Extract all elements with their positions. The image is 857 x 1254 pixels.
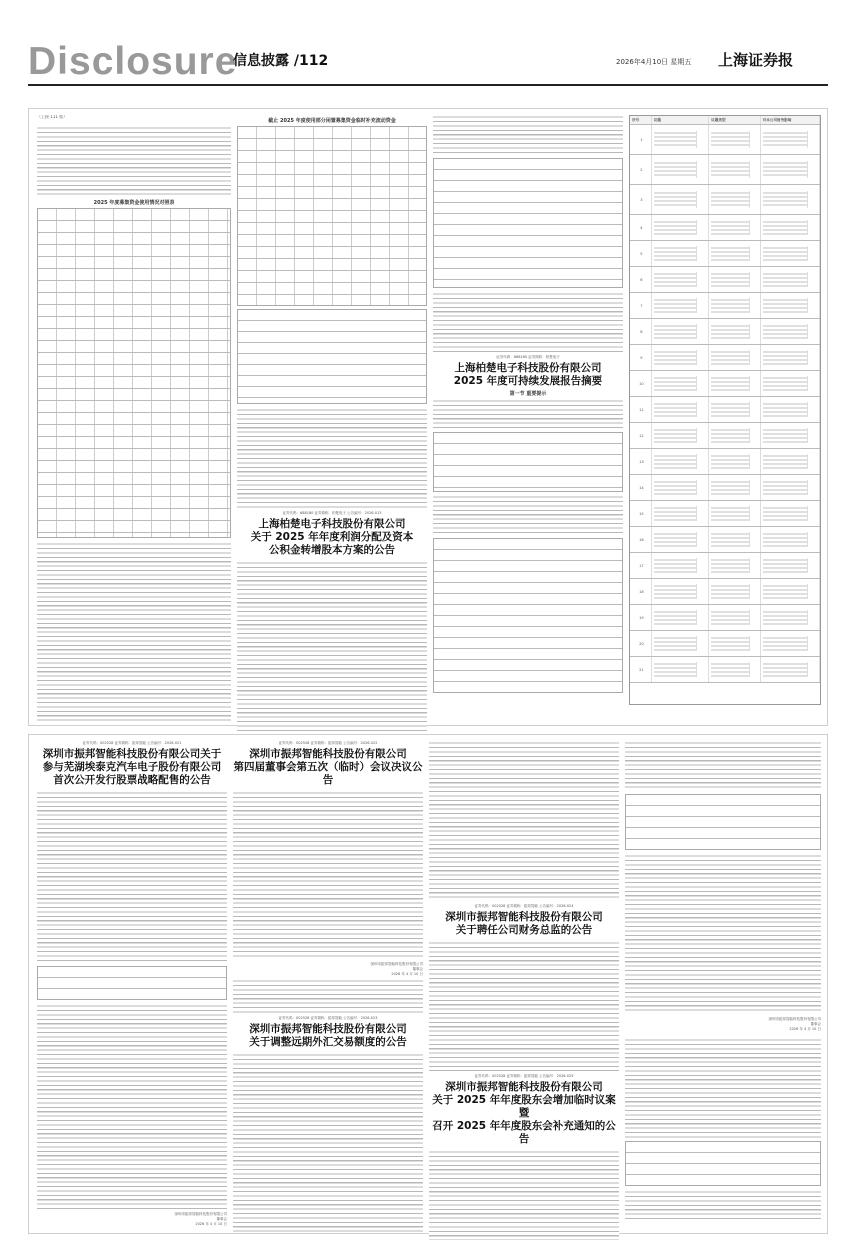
- topic-cell: [761, 423, 820, 448]
- disclosure-logo: Disclosure: [28, 40, 238, 83]
- code-line-688180-2: 证券代码：688180 证券简称：柏楚电子: [496, 355, 560, 359]
- title-shareholder-meeting: 关于 2025 年年度股东会增加临时议案暨: [432, 1094, 616, 1119]
- topic-header-cell: 对本公司财务影响: [761, 116, 820, 124]
- financial-table: [433, 158, 623, 288]
- title-profit-distribution: 关于 2025 年年度利润分配及资本: [250, 531, 414, 543]
- topic-row: [630, 527, 820, 553]
- newspaper-name: 上海证券报: [718, 51, 794, 69]
- topic-cell: [709, 125, 760, 154]
- topic-cell: [652, 605, 709, 630]
- topic-cell: 17: [630, 553, 652, 578]
- topic-cell: [761, 345, 820, 370]
- governance-table: [433, 538, 623, 693]
- topic-cell: [709, 293, 760, 318]
- topic-cell: [709, 345, 760, 370]
- topic-row: [630, 319, 820, 345]
- topic-cell: [652, 155, 709, 184]
- topic-row: [630, 449, 820, 475]
- topic-cell: [709, 371, 760, 396]
- bottom-col-4: [625, 741, 821, 1231]
- topic-row: [630, 371, 820, 397]
- signature-4: 深圳市振邦智能科技股份有限公司 董事会 2026 年 4 月 10 日: [768, 1017, 821, 1031]
- topic-cell: [709, 423, 760, 448]
- code-line-002528-021: 证券代码：002528 证券简称：振邦智能 公告编号：2026-021: [82, 741, 182, 745]
- topic-cell: [709, 501, 760, 526]
- topic-row: [630, 267, 820, 293]
- topic-cell: [652, 657, 709, 682]
- topic-cell: [652, 267, 709, 292]
- topic-cell: [652, 501, 709, 526]
- topic-cell: 4: [630, 215, 652, 240]
- topic-row: [630, 605, 820, 631]
- title-cfo: 关于聘任公司财务总监的公告: [455, 924, 593, 936]
- topic-cell: [709, 241, 760, 266]
- topic-cell: [709, 449, 760, 474]
- code-line-002528-025: 证券代码：002528 证券简称：振邦智能 公告编号：2026-025: [474, 1074, 574, 1078]
- topic-cell: [761, 155, 820, 184]
- title-strategic-placement: 参与芜湖埃泰克汽车电子股份有限公司: [42, 761, 222, 773]
- signature-2: 深圳市振邦智能科技股份有限公司 董事会 2026 年 4 月 10 日: [370, 962, 423, 976]
- topic-cell: [709, 185, 760, 214]
- temp-fund-table: [237, 126, 427, 306]
- topic-row: [630, 423, 820, 449]
- topic-cell: [761, 475, 820, 500]
- topic-cell: [761, 449, 820, 474]
- topic-cell: [652, 125, 709, 154]
- title-ipo: 首次公开发行股票战略配售的公告: [53, 774, 211, 786]
- topic-header-cell: 议题类型: [709, 116, 760, 124]
- topic-row: [630, 185, 820, 215]
- topic-cell: 9: [630, 345, 652, 370]
- zhenbang-company-4: 深圳市振邦智能科技股份有限公司: [445, 911, 603, 923]
- topic-cell: [709, 319, 760, 344]
- bottom-panel: [28, 734, 828, 1234]
- topic-cell: 15: [630, 501, 652, 526]
- topic-cell: [709, 553, 760, 578]
- topic-cell: [761, 125, 820, 154]
- topic-cell: [761, 267, 820, 292]
- topic-cell: 7: [630, 293, 652, 318]
- topic-cell: [761, 293, 820, 318]
- title-supplementary-notice: 召开 2025 年年度股东会补充通知的公告: [432, 1120, 616, 1145]
- topic-cell: [761, 579, 820, 604]
- topic-cell: 8: [630, 319, 652, 344]
- topic-cell: [652, 449, 709, 474]
- topic-cell: [652, 215, 709, 240]
- topic-cell: 5: [630, 241, 652, 266]
- topic-cell: [761, 185, 820, 214]
- topic-cell: [652, 241, 709, 266]
- title-forex: 关于调整远期外汇交易额度的公告: [249, 1036, 407, 1048]
- bottom-col-2: [233, 741, 423, 1231]
- signature-1: 深圳市振邦智能科技股份有限公司 董事会 2026 年 4 月 10 日: [174, 1212, 227, 1226]
- topic-row: [630, 553, 820, 579]
- topic-cell: [652, 423, 709, 448]
- code-line-002528-023: 证券代码：002528 证券简称：振邦智能 公告编号：2026-023: [278, 1016, 378, 1020]
- zhenbang-company-2: 深圳市振邦智能科技股份有限公司: [249, 748, 407, 760]
- topic-cell: [652, 475, 709, 500]
- zhenbang-company-5: 深圳市振邦智能科技股份有限公司: [445, 1081, 603, 1093]
- code-line-002528-022: 证券代码：002528 证券简称：振邦智能 公告编号：2026-022: [278, 741, 378, 745]
- topic-cell: [709, 267, 760, 292]
- title-capital-reserve: 公积金转增股本方案的公告: [269, 544, 395, 556]
- topic-cell: 14: [630, 475, 652, 500]
- topic-cell: [761, 371, 820, 396]
- topic-cell: 20: [630, 631, 652, 656]
- top-col-1: [37, 115, 231, 721]
- topic-row: [630, 579, 820, 605]
- topic-cell: [761, 605, 820, 630]
- topic-cell: [761, 501, 820, 526]
- topic-cell: [761, 241, 820, 266]
- topic-header-cell: 议题: [652, 116, 709, 124]
- topic-cell: [652, 397, 709, 422]
- topic-row: [630, 155, 820, 185]
- topic-cell: 12: [630, 423, 652, 448]
- topic-cell: [652, 579, 709, 604]
- topic-cell: [761, 215, 820, 240]
- section-important-notice: 第一节 重要提示: [509, 391, 547, 397]
- topic-cell: [709, 527, 760, 552]
- top-panel: [28, 108, 828, 726]
- topic-cell: [761, 319, 820, 344]
- topic-row: [630, 241, 820, 267]
- topic-cell: [709, 657, 760, 682]
- topic-cell: [652, 631, 709, 656]
- topic-cell: 1: [630, 125, 652, 154]
- topic-cell: [709, 155, 760, 184]
- masthead: [28, 40, 828, 86]
- topic-cell: 21: [630, 657, 652, 682]
- continuation-note: （上接 111 版）: [37, 115, 68, 119]
- topic-row: [630, 397, 820, 423]
- fund-usage-table: [37, 208, 231, 538]
- topic-cell: 19: [630, 605, 652, 630]
- top-col-3: [433, 115, 623, 721]
- section-title: 信息披露 /112: [233, 53, 329, 69]
- proposal-table-1: [625, 794, 821, 850]
- topic-cell: [761, 527, 820, 552]
- top-col-2: [237, 115, 427, 721]
- topic-cell: [709, 475, 760, 500]
- topic-cell: [709, 397, 760, 422]
- proposal-table-2: [625, 1141, 821, 1186]
- topic-cell: [761, 397, 820, 422]
- topic-cell: [652, 553, 709, 578]
- title-board-resolution: 第四届董事会第五次（临时）会议决议公告: [233, 761, 423, 786]
- zhenbang-company-1: 深圳市振邦智能科技股份有限公司关于: [42, 748, 222, 760]
- topic-cell: [652, 527, 709, 552]
- topic-cell: 3: [630, 185, 652, 214]
- fund-table-title: 2025 年度募集资金使用情况对照表: [93, 200, 175, 206]
- topic-cell: 13: [630, 449, 652, 474]
- topic-table: [629, 115, 821, 705]
- topic-cell: [709, 579, 760, 604]
- issue-date: 2026年4月10日 星期五: [616, 58, 692, 66]
- topic-row: [630, 631, 820, 657]
- topic-cell: [652, 319, 709, 344]
- topic-cell: [652, 345, 709, 370]
- title-sustainability: 2025 年度可持续发展报告摘要: [453, 375, 603, 387]
- topic-row: [630, 215, 820, 241]
- company-name-bochu-2: 上海柏楚电子科技股份有限公司: [454, 362, 602, 374]
- topic-header-cell: 序号: [630, 116, 652, 124]
- topic-cell: [652, 293, 709, 318]
- topic-cell: 2: [630, 155, 652, 184]
- topic-cell: [761, 657, 820, 682]
- topic-row: [630, 501, 820, 527]
- topic-cell: [709, 631, 760, 656]
- topic-row: [630, 125, 820, 155]
- topic-cell: [652, 185, 709, 214]
- topic-cell: [652, 371, 709, 396]
- code-line-688180: 证券代码：688180 证券简称：柏楚电子 公告编号：2026-013: [282, 511, 382, 515]
- topic-cell: 10: [630, 371, 652, 396]
- topic-row: [630, 475, 820, 501]
- topic-cell: [709, 215, 760, 240]
- company-name-bochu: 上海柏楚电子科技股份有限公司: [258, 518, 406, 530]
- topic-cell: 16: [630, 527, 652, 552]
- bottom-col-1: [37, 741, 227, 1231]
- topic-cell: [761, 631, 820, 656]
- temp-fund-table-title: 截止 2025 年度使用部分闲置募集资金临时补充流动资金: [268, 118, 396, 124]
- company-info-table: [433, 432, 623, 492]
- topic-cell: 18: [630, 579, 652, 604]
- topic-row: [630, 345, 820, 371]
- topic-cell: 11: [630, 397, 652, 422]
- topic-table-header: [630, 116, 820, 125]
- bottom-col-3: [429, 741, 619, 1231]
- topic-row: [630, 293, 820, 319]
- topic-cell: 6: [630, 267, 652, 292]
- zhenbang-company-3: 深圳市振邦智能科技股份有限公司: [249, 1023, 407, 1035]
- topic-cell: [709, 605, 760, 630]
- topic-row: [630, 657, 820, 683]
- placement-table: [37, 966, 227, 1000]
- project-table: [237, 309, 427, 404]
- topic-cell: [761, 553, 820, 578]
- code-line-002528-024: 证券代码：002528 证券简称：振邦智能 公告编号：2026-024: [474, 904, 574, 908]
